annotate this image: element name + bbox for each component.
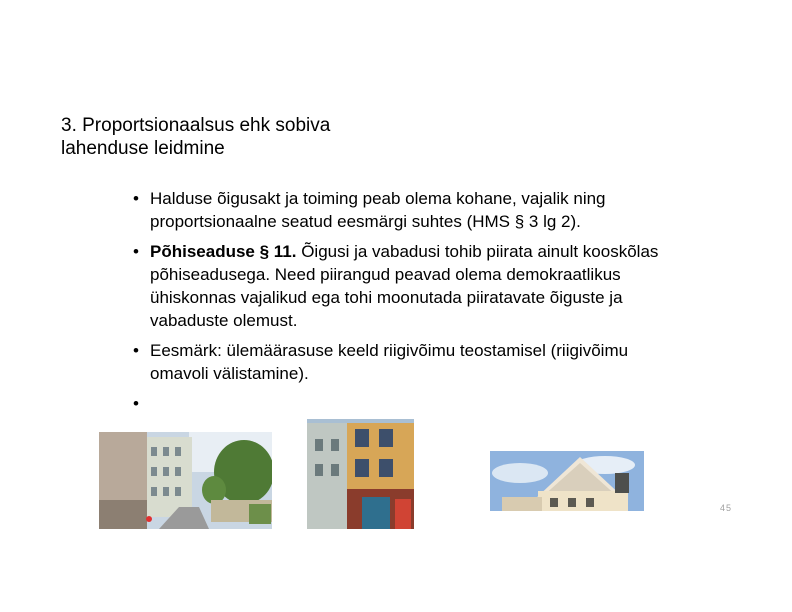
- bullet-item: [133, 187, 673, 233]
- bullet-item: [133, 240, 673, 332]
- slide-title-line-1: 3. Proportsionaalsus ehk sobiva: [61, 115, 331, 136]
- bullet-dot: •: [133, 189, 139, 208]
- bullet-list: [133, 187, 673, 413]
- slide-title: [61, 114, 421, 160]
- bullet-item: [133, 339, 673, 385]
- bullet-text: Eesmärk: ülemäärasuse keeld riigivõimu teostamisel (riigivõimu omavoli välistamine).: [150, 341, 629, 383]
- slide-title-line-2: lahenduse leidmine: [61, 138, 225, 159]
- building-photo: [307, 419, 414, 529]
- bullet-dot: •: [133, 242, 139, 261]
- bullet-text: Halduse õigusakt ja toiming peab olema kohane, vajalik ning proportsionaalne seatud eesmärgi suhtes (HMS § 3 lg 2).: [150, 189, 606, 231]
- bullet-dot: •: [133, 394, 139, 413]
- bullet-bold-text: Põhiseaduse § 11.: [150, 242, 297, 261]
- bullet-text: Õigusi ja vabadusi tohib piirata ainult kooskõlas põhiseadusega. Need piirangud peavad olema demokraatlikus ühiskonnas vajalikud ega tohi moonutada piiratavate õiguste ja vabaduste olemust.: [150, 242, 659, 330]
- page-number: 45: [720, 503, 733, 513]
- tower-photo: [490, 451, 644, 511]
- bullet-dot: •: [133, 341, 139, 360]
- street-photo-1: [99, 432, 272, 529]
